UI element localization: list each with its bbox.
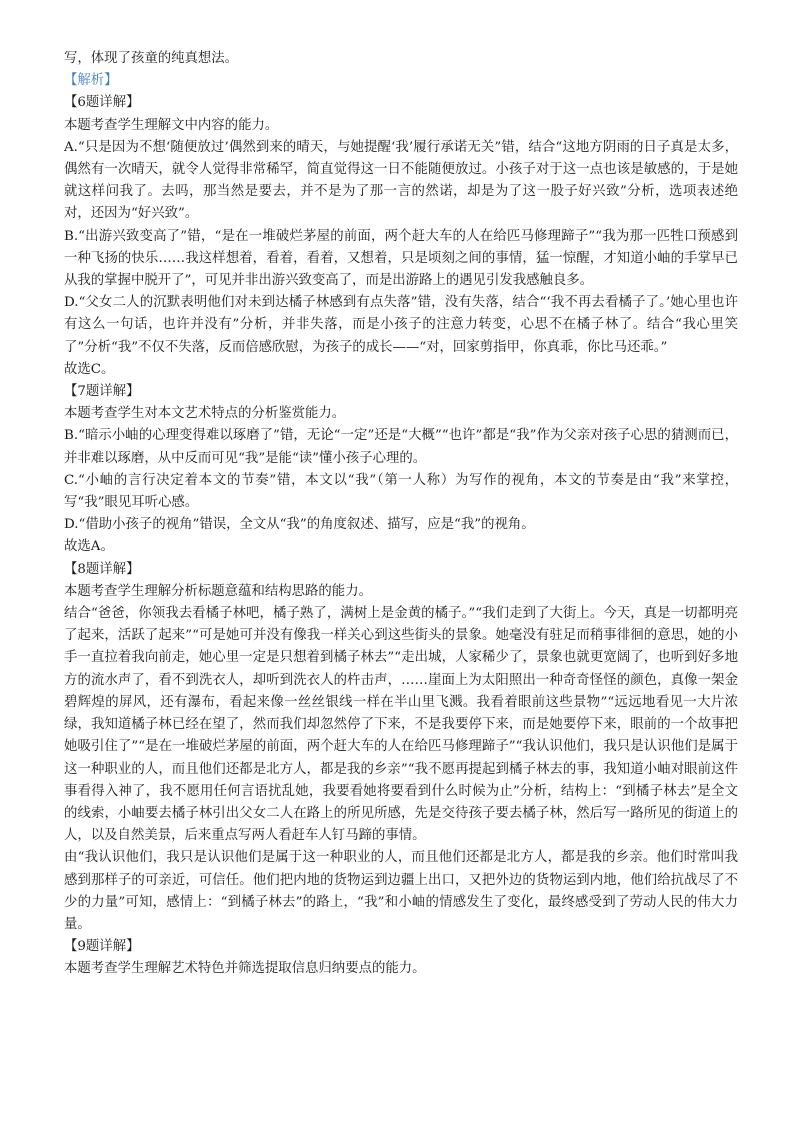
analysis-header: 【解析】 xyxy=(64,73,118,89)
q7-header: 【7题详解】 xyxy=(64,384,140,400)
q9-lead: 本题考查学生理解艺术特色并筛选提取信息归纳要点的能力。 xyxy=(64,961,426,977)
q7-option-d: D.“借助小孩子的视角”错误，全文从“我”的角度叙述、描写，应是“我”的视角。 xyxy=(64,517,535,533)
q8-lead: 本题考查学生理解分析标题意蕴和结构思路的能力。 xyxy=(64,583,372,599)
q6-option-a: A.“只是因为不想‘随便放过’偶然到来的晴天，与她提醒‘我’履行承诺无关”错，结合“这地方阴雨的日子真是太多，偶然有一次晴天，就令人觉得非常稀罕，简直觉得这一日不能随便放过。小孩子对于这一点也该是敏感的，于是她就这样问我了。去吗，那当然是要去，并不是为了那一言的然诺，却是为了这一股子好兴致”分析，选项表述绝对，还因为“好兴致”。 xyxy=(64,139,738,222)
q6-option-b: B.“出游兴致变高了”错，“是在一堆破烂茅屋的前面，两个赶大车的人在给匹马修理蹄子”“我为那一匹牲口预感到一种飞扬的快乐……我这样想着，看着，看着，又想着，只是顷刻之间的事情，猛一惊醒，才知道小岫的手掌早已从我的掌握中脱开了”，可见并非出游兴致变高了，而是出游路上的遇见引发我感触良多。 xyxy=(64,228,738,289)
q8-paragraph-1: 结合“爸爸，你领我去看橘子林吧，橘子熟了，满树上是金黄的橘子。”“我们走到了大街上。今天，真是一切都明亮了起来，活跃了起来”“可是她可并没有像我一样关心到这些街头的景象。她毫没有驻足而稍事徘徊的意思，她的小手一直拉着我向前走，她心里一定是只想着到橘子林去”“走出城，人家稀少了，景象也就更宽阔了，也听到好多地方的流水声了，看不到洗衣人，却听到洗衣人的杵击声，……崖面上为太阳照出一种奇奇怪怪的颜色，真像一架金碧辉煌的屏风，还有瀑布，看起来像一丝丝银线一样在半山里飞溅。我看着眼前这些景物”“远远地看见一大片浓绿，我知道橘子林已经在望了，然而我们却忽然停了下来，不是我要停下来，而是她要停下来，眼前的一个故事把她吸引住了”“是在一堆破烂茅屋的前面，两个赶大车的人在给匹马修理蹄子”“我认识他们，我只是认识他们是属于这一种职业的人，而且他们还都是北方人，都是我的乡亲”“我不愿再提起到橘子林去的事，我知道小岫对眼前这件事看得入神了，我不愿用任何言语扰乱她，我要看她将要看到什么时候为止”分析，结构上：“到橘子林去”是全文的线索，小岫要去橘子林引出父女二人在路上的所见所感，先是交待孩子要去橘子林，然后写一路所见的街道上的人，以及自然美景，后来重点写两人看赶车人钉马蹄的事情。 xyxy=(64,606,738,844)
q8-paragraph-2: 由“我认识他们，我只是认识他们是属于这一种职业的人，而且他们还都是北方人，都是我的乡亲。他们时常叫我感到那样子的可亲近，可信任。他们把内地的货物运到边疆上出口，又把外边的货物运到内地，他们给抗战尽了不少的力量”可知，感情上：“到橘子林去”的路上，“我”和小岫的情感发生了变化，最终感受到了劳动人民的伟大力量。 xyxy=(64,850,738,932)
q7-answer: 故选A。 xyxy=(64,539,114,555)
document-page xyxy=(64,48,738,981)
q6-option-d: D.“父女二人的沉默表明他们对未到达橘子林感到有点失落”错，没有失落，结合“‘我不再去看橘子了。’她心里也许有这么一句话，也许并没有”分析，并非失落，而是小孩子的注意力转变，心思不在橘子林了。结合“我心里笑了”分析“我”不仅不失落，反而倍感欣慰，为孩子的成长——“对，回家剪指甲，你真乖，你比马还乖。” xyxy=(64,295,738,355)
intro-tail: 写，体现了孩童的纯真想法。 xyxy=(64,51,239,66)
q6-header: 【6题详解】 xyxy=(64,95,140,111)
q8-header: 【8题详解】 xyxy=(64,561,140,577)
q6-answer: 故选C。 xyxy=(64,361,115,377)
q9-header: 【9题详解】 xyxy=(64,939,140,955)
q7-option-c: C.“小岫的言行决定着本文的节奏”错，本文以“我”（第一人称）为写作的视角，本文的节奏是由“我”来掌控，写“我”眼见耳听心感。 xyxy=(64,472,738,511)
q7-option-b: B.“暗示小岫的心理变得难以琢磨了”错，无论“一定”还是“大概”“也许”都是“我”作为父亲对孩子心思的猜测而已，并非难以琢磨，从中反而可见“我”是能“读”懂小孩子心理的。 xyxy=(64,428,738,466)
q6-lead: 本题考查学生理解文中内容的能力。 xyxy=(64,117,279,133)
q7-lead: 本题考查学生对本文艺术特点的分析鉴赏能力。 xyxy=(64,406,346,422)
